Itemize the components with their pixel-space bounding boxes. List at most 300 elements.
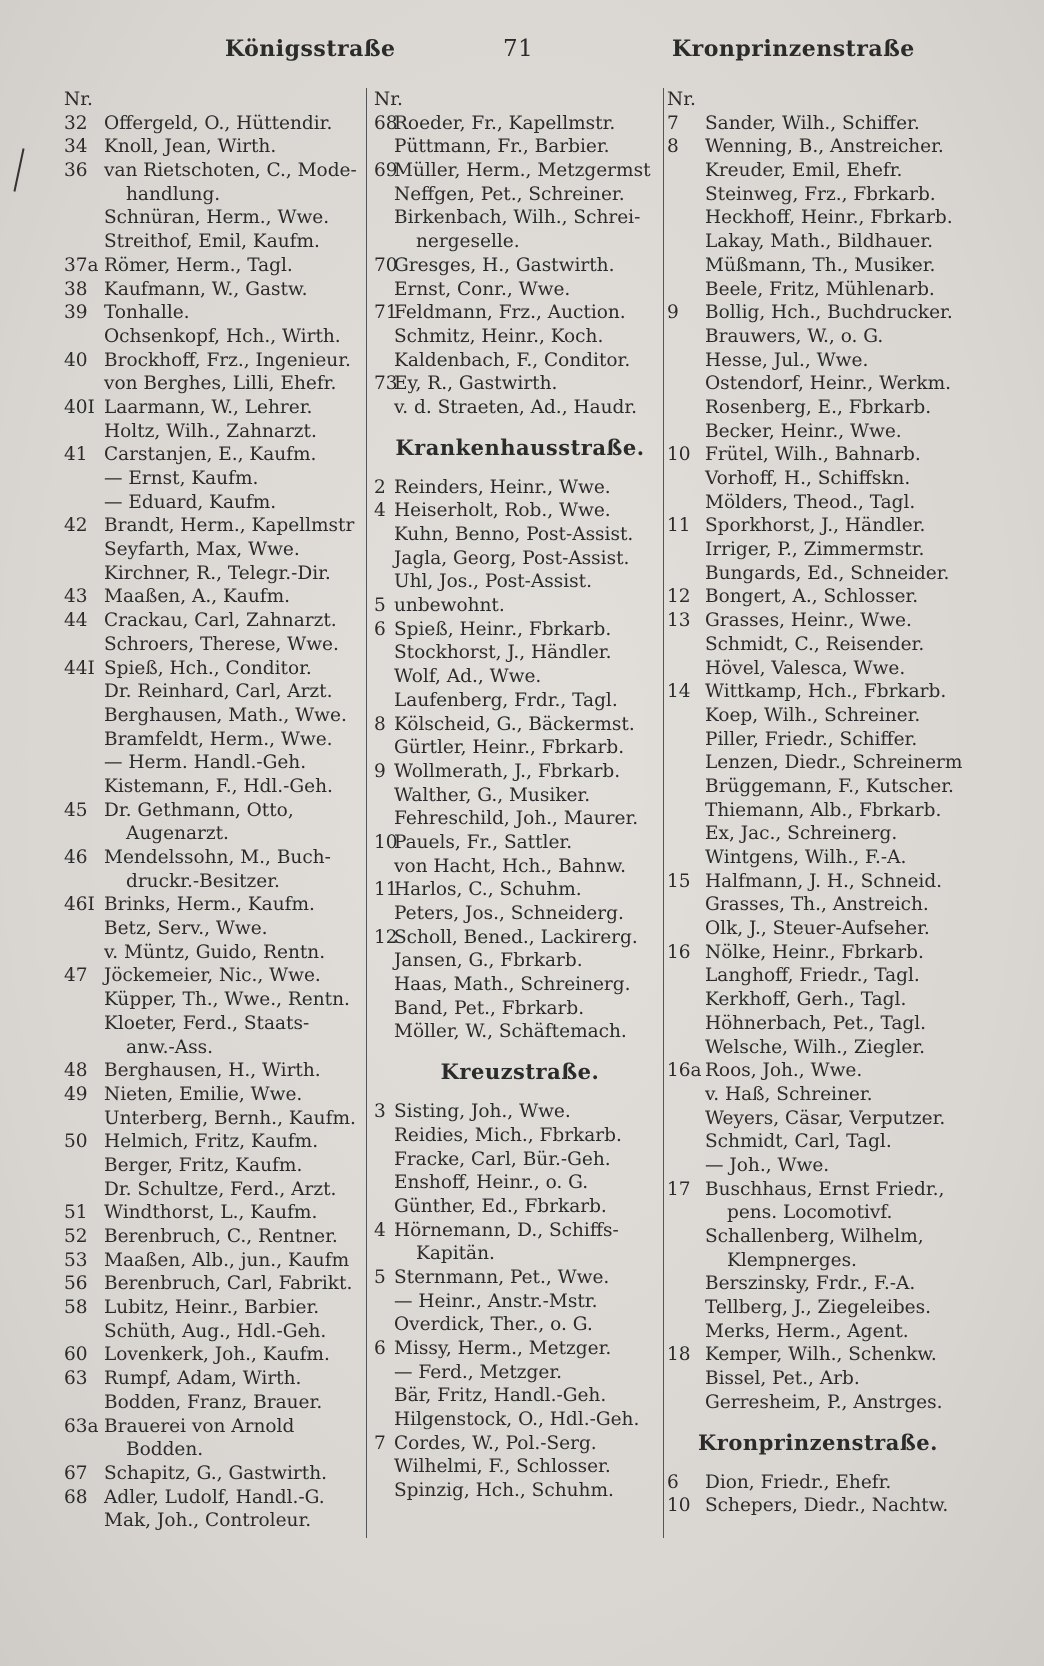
directory-entry	[667, 443, 969, 467]
directory-entry	[374, 1171, 666, 1195]
directory-entry	[64, 1201, 362, 1225]
directory-entry	[667, 278, 969, 302]
house-number: 4	[374, 1219, 386, 1241]
directory-entry	[667, 1036, 969, 1060]
directory-entry	[64, 609, 362, 633]
directory-entry	[667, 467, 969, 491]
directory-entry	[64, 88, 362, 112]
directory-entry	[64, 728, 362, 752]
directory-entry	[64, 1107, 362, 1131]
resident-entry: Kaldenbach, F., Conditor.	[394, 349, 631, 371]
directory-entry	[374, 902, 666, 926]
resident-entry: v. Müntz, Guido, Rentn.	[104, 941, 326, 963]
directory-entry	[667, 1494, 969, 1518]
directory-entry	[374, 1242, 666, 1266]
column-2	[374, 88, 666, 1503]
resident-entry: Halfmann, J. H., Schneid.	[705, 870, 943, 892]
directory-entry	[374, 88, 666, 112]
directory-entry	[64, 1509, 362, 1533]
directory-entry	[667, 1107, 969, 1131]
resident-entry: Koep, Wilh., Schreiner.	[705, 704, 921, 726]
resident-entry: Bissel, Pet., Arb.	[705, 1368, 860, 1390]
resident-entry: Fehreschild, Joh., Maurer.	[394, 808, 639, 830]
directory-entry	[667, 893, 969, 917]
directory-entry	[64, 514, 362, 538]
resident-entry: Enshoff, Heinr., o. G.	[394, 1172, 589, 1194]
house-number: 2	[374, 476, 386, 498]
resident-entry: Kistemann, F., Hdl.-Geh.	[104, 775, 333, 797]
house-number: 69	[374, 160, 398, 182]
directory-entry	[667, 941, 969, 965]
directory-entry	[374, 736, 666, 760]
directory-entry	[374, 973, 666, 997]
directory-entry	[374, 349, 666, 373]
resident-entry: — Ferd., Metzger.	[394, 1361, 563, 1383]
house-number: 53	[64, 1249, 88, 1271]
resident-entry: Berger, Fritz, Kaufm.	[104, 1154, 303, 1176]
house-number: 10	[667, 444, 691, 466]
resident-entry: Müller, Herm., Metzgermst	[394, 160, 651, 182]
resident-entry: von Hacht, Hch., Bahnw.	[394, 855, 627, 877]
directory-entry	[667, 1296, 969, 1320]
directory-entry	[374, 594, 666, 618]
resident-entry: Wittkamp, Hch., Fbrkarb.	[705, 681, 947, 703]
directory-entry	[667, 301, 969, 325]
house-number: 60	[64, 1344, 88, 1366]
directory-entry	[64, 562, 362, 586]
directory-entry	[64, 183, 362, 207]
house-number: 8	[667, 136, 679, 158]
resident-entry: Streithof, Emil, Kaufm.	[104, 231, 320, 253]
directory-entry	[64, 1486, 362, 1510]
resident-entry: von Berghes, Lilli, Ehefr.	[104, 373, 337, 395]
resident-entry: Hilgenstock, O., Hdl.-Geh.	[394, 1409, 640, 1431]
resident-entry: Lakay, Math., Bildhauer.	[705, 231, 934, 253]
resident-entry: Hövel, Valesca, Wwe.	[705, 657, 906, 679]
resident-entry: Rosenberg, E., Fbrkarb.	[705, 396, 932, 418]
resident-entry: Langhoff, Friedr., Tagl.	[705, 965, 920, 987]
directory-entry	[374, 230, 666, 254]
directory-entry	[374, 1195, 666, 1219]
resident-entry: Knoll, Jean, Wirth.	[104, 136, 277, 158]
resident-entry: Irriger, P., Zimmermstr.	[705, 539, 925, 561]
directory-entry	[374, 1384, 666, 1408]
directory-entry	[374, 372, 666, 396]
house-number: 6	[374, 618, 386, 640]
resident-entry: Harlos, C., Schuhm.	[394, 879, 582, 901]
directory-entry	[667, 325, 969, 349]
house-number: 63a	[64, 1415, 99, 1437]
resident-entry: Bungards, Ed., Schneider.	[705, 562, 950, 584]
directory-entry	[374, 878, 666, 902]
directory-entry	[64, 822, 362, 846]
house-number: 6	[374, 1338, 386, 1359]
resident-entry: Brockhoff, Frz., Ingenieur.	[104, 349, 351, 371]
directory-entry	[667, 254, 969, 278]
directory-entry	[667, 751, 969, 775]
directory-entry	[374, 476, 666, 500]
directory-entry	[374, 665, 666, 689]
directory-entry	[374, 949, 666, 973]
directory-entry	[667, 1012, 969, 1036]
house-number: Nr.	[374, 89, 403, 110]
resident-entry: Heckhoff, Heinr., Fbrkarb.	[705, 207, 953, 229]
resident-entry: Buschhaus, Ernst Friedr.,	[705, 1178, 945, 1200]
resident-entry: Roeder, Fr., Kapellmstr.	[394, 112, 616, 134]
directory-entry	[667, 870, 969, 894]
directory-entry	[64, 1249, 362, 1273]
resident-entry: Olk, J., Steuer-Aufseher.	[705, 918, 930, 940]
house-number: 40I	[64, 396, 95, 418]
directory-entry	[64, 657, 362, 681]
resident-entry: Frütel, Wilh., Bahnarb.	[705, 444, 921, 466]
directory-entry	[64, 1272, 362, 1296]
directory-entry	[374, 1479, 666, 1503]
directory-entry	[64, 1343, 362, 1367]
resident-entry: Ernst, Conr., Wwe.	[394, 278, 571, 300]
resident-entry: Dr. Schultze, Ferd., Arzt.	[104, 1178, 337, 1200]
resident-entry: Maaßen, Alb., jun., Kaufm	[104, 1249, 350, 1271]
directory-entry	[374, 1219, 666, 1243]
house-number: 37a	[64, 254, 99, 276]
resident-entry: Berszinsky, Frdr., F.-A.	[705, 1273, 916, 1295]
house-number: 71	[374, 302, 398, 324]
resident-entry: Möller, W., Schäftemach.	[394, 1021, 627, 1043]
directory-entry	[667, 1391, 969, 1415]
resident-entry: Holtz, Wilh., Zahnarzt.	[104, 420, 317, 442]
resident-entry: Becker, Heinr., Wwe.	[705, 420, 902, 442]
directory-entry	[374, 1361, 666, 1385]
resident-entry: Gürtler, Heinr., Fbrkarb.	[394, 737, 625, 759]
resident-entry: Schmidt, Carl, Tagl.	[705, 1131, 892, 1153]
directory-entry	[374, 183, 666, 207]
house-number: 40	[64, 349, 88, 371]
directory-entry	[667, 562, 969, 586]
house-number: Nr.	[667, 89, 696, 110]
directory-entry	[64, 159, 362, 183]
directory-entry	[667, 112, 969, 136]
directory-entry	[64, 1130, 362, 1154]
resident-entry: Sander, Wilh., Schiffer.	[705, 112, 920, 134]
resident-entry: Overdick, Ther., o. G.	[394, 1314, 593, 1336]
directory-entry	[667, 1249, 969, 1273]
directory-entry	[374, 547, 666, 571]
directory-entry	[64, 585, 362, 609]
directory-entry	[374, 1313, 666, 1337]
directory-entry	[64, 230, 362, 254]
directory-entry	[64, 491, 362, 515]
resident-entry: Mölders, Theod., Tagl.	[705, 491, 916, 513]
directory-entry	[374, 1432, 666, 1456]
section-heading: Kronprinzenstraße.	[698, 1429, 938, 1455]
resident-entry: Kemper, Wilh., Schenkw.	[705, 1344, 937, 1366]
directory-entry	[64, 1391, 362, 1415]
resident-entry: Spinzig, Hch., Schuhm.	[394, 1480, 614, 1502]
directory-entry	[64, 751, 362, 775]
resident-entry: Neffgen, Pet., Schreiner.	[394, 183, 625, 205]
resident-entry: Ey, R., Gastwirth.	[394, 373, 558, 395]
resident-entry: Windthorst, L., Kaufm.	[104, 1202, 318, 1224]
resident-entry: Mendelssohn, M., Buch-	[104, 847, 331, 868]
resident-entry: Brauerei von Arnold	[104, 1415, 295, 1437]
section-heading: Krankenhausstraße.	[395, 434, 645, 460]
resident-entry: Schmitz, Heinr., Koch.	[394, 325, 604, 347]
directory-entry	[64, 964, 362, 988]
resident-entry: Reidies, Mich., Fbrkarb.	[394, 1124, 622, 1146]
directory-entry	[374, 689, 666, 713]
directory-entry	[64, 941, 362, 965]
directory-entry	[64, 467, 362, 491]
directory-entry	[374, 1408, 666, 1432]
resident-entry: Augenarzt.	[126, 823, 229, 845]
house-number: 45	[64, 799, 88, 821]
resident-entry: Jagla, Georg, Post-Assist.	[394, 547, 630, 569]
house-number: 42	[64, 515, 88, 537]
resident-entry: — Heinr., Anstr.-Mstr.	[394, 1290, 598, 1312]
resident-entry: Brinks, Herm., Kaufm.	[104, 894, 315, 916]
resident-entry: Berghausen, H., Wirth.	[104, 1060, 321, 1082]
directory-entry	[374, 1266, 666, 1290]
resident-entry: Missy, Herm., Metzger.	[394, 1338, 612, 1359]
resident-entry: Jansen, G., Fbrkarb.	[394, 950, 583, 972]
house-number: 36	[64, 160, 88, 182]
house-number: 58	[64, 1297, 88, 1319]
resident-entry: Gresges, H., Gastwirth.	[394, 254, 615, 276]
resident-entry: Spieß, Heinr., Fbrkarb.	[394, 618, 612, 640]
resident-entry: Ochsenkopf, Hch., Wirth.	[104, 325, 341, 347]
resident-entry: Pauels, Fr., Sattler.	[394, 831, 573, 853]
resident-entry: Birkenbach, Wilh., Schrei-	[394, 207, 641, 229]
directory-entry	[374, 784, 666, 808]
resident-entry: Walther, G., Musiker.	[394, 784, 591, 806]
directory-entry	[667, 1130, 969, 1154]
resident-entry: Merks, Herm., Agent.	[705, 1320, 909, 1342]
house-number: 68	[374, 112, 398, 134]
resident-entry: Schapitz, G., Gastwirth.	[104, 1462, 328, 1484]
resident-entry: — Ernst, Kaufm.	[104, 468, 259, 489]
directory-entry	[667, 1178, 969, 1202]
house-number: 10	[667, 1495, 691, 1517]
resident-entry: Brandt, Herm., Kapellmstr	[104, 515, 355, 537]
resident-entry: Sisting, Joh., Wwe.	[394, 1101, 571, 1123]
house-number: 16a	[667, 1060, 702, 1082]
directory-entry	[667, 1272, 969, 1296]
directory-entry	[374, 926, 666, 950]
resident-entry: Bodden.	[126, 1439, 204, 1461]
resident-entry: Fracke, Carl, Bür.-Geh.	[394, 1148, 611, 1170]
resident-entry: Maaßen, A., Kaufm.	[104, 586, 291, 608]
house-number: 51	[64, 1202, 88, 1224]
resident-entry: Reinders, Heinr., Wwe.	[394, 476, 611, 498]
directory-entry	[374, 570, 666, 594]
directory-entry	[667, 799, 969, 823]
house-number: 34	[64, 136, 88, 158]
directory-entry	[374, 807, 666, 831]
resident-entry: Kölscheid, G., Bäckermst.	[394, 713, 635, 735]
house-number: 56	[64, 1273, 88, 1295]
directory-entry	[64, 443, 362, 467]
directory-entry	[64, 893, 362, 917]
resident-entry: Hörnemann, D., Schiffs-	[394, 1219, 619, 1241]
resident-entry: Weyers, Cäsar, Verputzer.	[705, 1107, 946, 1129]
directory-entry	[64, 917, 362, 941]
resident-entry: Scholl, Bened., Lackirerg.	[394, 926, 638, 948]
house-number: 44I	[64, 657, 95, 679]
directory-entry	[374, 159, 666, 183]
resident-entry: Bollig, Hch., Buchdrucker.	[705, 302, 953, 324]
directory-entry	[64, 1296, 362, 1320]
house-number: 6	[667, 1471, 679, 1493]
directory-entry	[374, 499, 666, 523]
directory-entry	[667, 633, 969, 657]
directory-entry	[667, 775, 969, 799]
directory-entry	[64, 799, 362, 823]
directory-entry	[64, 1178, 362, 1202]
directory-entry	[667, 1367, 969, 1391]
directory-entry	[374, 523, 666, 547]
house-number: 8	[374, 713, 386, 735]
house-number: 16	[667, 941, 691, 963]
house-number: 48	[64, 1060, 88, 1082]
directory-entry	[667, 1083, 969, 1107]
resident-entry: Schmidt, C., Reisender.	[705, 633, 925, 655]
directory-entry	[64, 775, 362, 799]
directory-entry	[64, 1462, 362, 1486]
house-number: 14	[667, 681, 691, 703]
directory-entry	[374, 997, 666, 1021]
resident-entry: Beele, Fritz, Mühlenarb.	[705, 278, 935, 300]
directory-entry	[374, 254, 666, 278]
house-number: 7	[374, 1432, 386, 1454]
directory-entry	[374, 396, 666, 420]
resident-entry: Kreuder, Emil, Ehefr.	[705, 160, 903, 182]
house-number: 32	[64, 112, 88, 134]
resident-entry: Vorhoff, H., Schiffskn.	[705, 468, 911, 489]
resident-entry: Rumpf, Adam, Wirth.	[104, 1368, 302, 1390]
resident-entry: Günther, Ed., Fbrkarb.	[394, 1195, 607, 1217]
directory-entry	[374, 760, 666, 784]
directory-entry	[667, 1059, 969, 1083]
directory-entry	[374, 1020, 666, 1044]
resident-entry: v. Haß, Schreiner.	[705, 1083, 873, 1105]
directory-entry	[667, 159, 969, 183]
house-number: 43	[64, 586, 88, 608]
directory-entry	[64, 135, 362, 159]
directory-entry	[64, 112, 362, 136]
resident-entry: Lovenkerk, Joh., Kaufm.	[104, 1344, 330, 1366]
resident-entry: Höhnerbach, Pet., Tagl.	[705, 1012, 927, 1034]
resident-entry: Stockhorst, J., Händler.	[394, 642, 612, 664]
resident-entry: Dion, Friedr., Ehefr.	[705, 1471, 892, 1493]
house-number: 15	[667, 870, 691, 892]
directory-entry	[64, 846, 362, 870]
house-number: 18	[667, 1344, 691, 1366]
directory-entry	[667, 657, 969, 681]
directory-entry	[374, 135, 666, 159]
resident-entry: Nölke, Heinr., Fbrkarb.	[705, 941, 924, 963]
column-1	[64, 88, 362, 1533]
directory-entry	[667, 846, 969, 870]
pencil-mark	[13, 148, 24, 191]
directory-entry	[64, 1438, 362, 1462]
directory-entry	[64, 396, 362, 420]
resident-entry: Steinweg, Frz., Fbrkarb.	[705, 183, 936, 205]
directory-entry	[667, 1201, 969, 1225]
directory-entry	[374, 855, 666, 879]
house-number: 17	[667, 1178, 691, 1200]
house-number: 3	[374, 1101, 386, 1123]
directory-entry	[667, 1471, 969, 1495]
resident-entry: Wenning, B., Anstreicher.	[705, 136, 944, 158]
directory-entry	[667, 1320, 969, 1344]
resident-entry: Gerresheim, P., Anstrges.	[705, 1391, 943, 1413]
resident-entry: Wilhelmi, F., Schlosser.	[394, 1456, 611, 1478]
directory-entry	[64, 1036, 362, 1060]
directory-entry	[64, 254, 362, 278]
house-number: 68	[64, 1486, 88, 1508]
resident-entry: Schepers, Diedr., Nachtw.	[705, 1495, 949, 1517]
resident-entry: Berghausen, Math., Wwe.	[104, 704, 347, 726]
resident-entry: v. d. Straeten, Ad., Haudr.	[394, 396, 638, 418]
resident-entry: Crackau, Carl, Zahnarzt.	[104, 610, 337, 632]
directory-entry	[667, 822, 969, 846]
directory-entry	[667, 183, 969, 207]
house-number: 5	[374, 1266, 386, 1288]
directory-entry	[667, 680, 969, 704]
house-number: Nr.	[64, 89, 93, 110]
running-head-left: Königsstraße	[225, 36, 396, 62]
directory-entry	[667, 135, 969, 159]
directory-entry	[374, 1290, 666, 1314]
directory-entry	[667, 206, 969, 230]
resident-entry: Ex, Jac., Schreinerg.	[705, 823, 898, 845]
resident-entry: Brüggemann, F., Kutscher.	[705, 775, 954, 797]
resident-entry: Grasses, Th., Anstreich.	[705, 894, 929, 916]
directory-entry	[64, 278, 362, 302]
resident-entry: Cordes, W., Pol.-Serg.	[394, 1432, 597, 1454]
directory-entry	[64, 1320, 362, 1344]
house-number: 9	[667, 302, 679, 324]
directory-entry	[64, 988, 362, 1012]
house-number: 41	[64, 444, 88, 466]
resident-entry: Wintgens, Wilh., F.-A.	[705, 847, 907, 868]
directory-entry	[667, 585, 969, 609]
directory-entry	[667, 420, 969, 444]
resident-entry: Haas, Math., Schreinerg.	[394, 974, 631, 996]
resident-entry: Dr. Reinhard, Carl, Arzt.	[104, 681, 333, 703]
resident-entry: Bramfeldt, Herm., Wwe.	[104, 728, 333, 750]
house-number: 12	[374, 926, 398, 948]
house-number: 38	[64, 278, 88, 300]
house-number: 11	[667, 515, 691, 537]
directory-entry	[374, 206, 666, 230]
resident-entry: Schüth, Aug., Hdl.-Geh.	[104, 1320, 327, 1342]
directory-entry	[64, 420, 362, 444]
house-number: 39	[64, 302, 88, 324]
directory-entry	[64, 349, 362, 373]
resident-entry: Schroers, Therese, Wwe.	[104, 633, 339, 655]
resident-entry: Tonhalle.	[104, 302, 190, 324]
directory-entry	[64, 1415, 362, 1439]
directory-entry	[64, 325, 362, 349]
house-number: 13	[667, 610, 691, 632]
directory-entry	[64, 301, 362, 325]
column-divider	[366, 88, 367, 1538]
resident-entry: Unterberg, Bernh., Kaufm.	[104, 1107, 356, 1129]
resident-entry: Schallenberg, Wilhelm,	[705, 1226, 924, 1247]
resident-entry: Offergeld, O., Hüttendir.	[104, 112, 333, 134]
house-number: 12	[667, 586, 691, 608]
